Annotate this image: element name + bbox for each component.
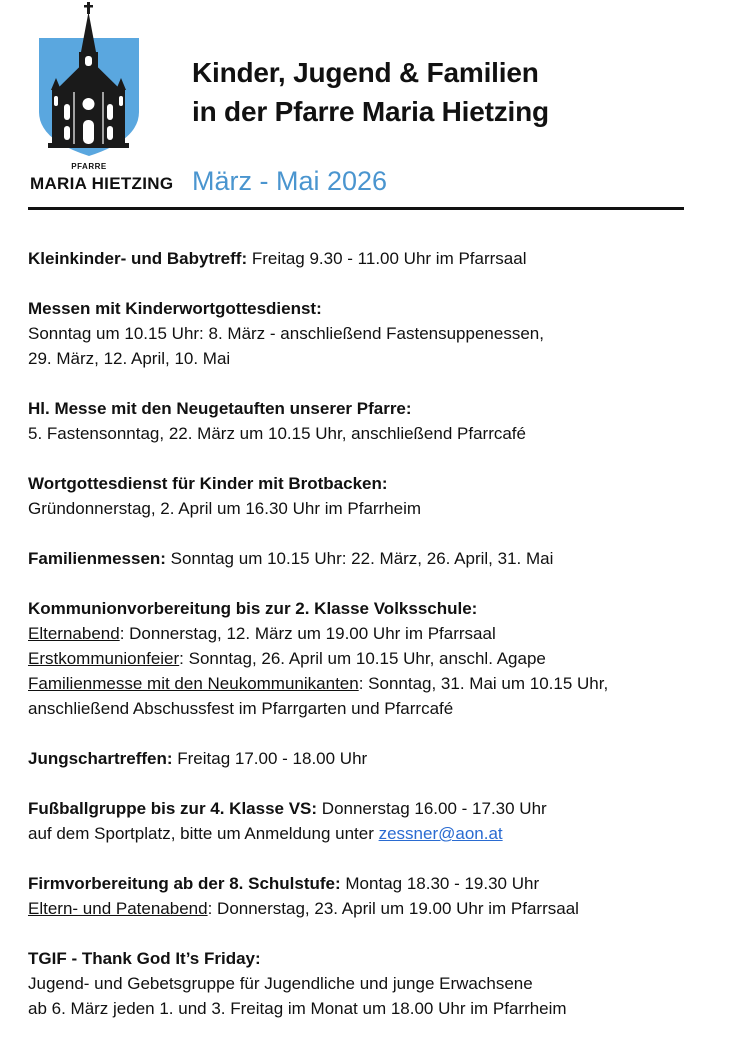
section-text: Montag 18.30 - 19.30 Uhr — [340, 874, 540, 893]
section-text: Freitag 9.30 - 11.00 Uhr im Pfarrsaal — [247, 249, 527, 268]
section-text: Sonntag um 10.15 Uhr: 8. März - anschließend Fastensuppenessen, — [28, 324, 544, 343]
email-link[interactable]: zessner@aon.at — [378, 824, 503, 843]
header-divider — [28, 207, 684, 210]
schedule-content — [28, 246, 708, 1046]
section-text: auf dem Sportplatz, bitte um Anmeldung unter — [28, 824, 379, 843]
section-label: Kommunionvorbereitung bis zur 2. Klasse Volksschule: — [28, 599, 478, 618]
section-text: Jugend- und Gebetsgruppe für Jugendliche und junge Erwachsene — [28, 974, 533, 993]
title-line-2: in der Pfarre Maria Hietzing — [192, 96, 549, 127]
erstkommunionfeier-link: Erstkommunionfeier — [28, 649, 180, 668]
section-text: Gründonnerstag, 2. April um 16.30 Uhr im Pfarrheim — [28, 499, 422, 518]
section-text: Donnerstag 16.00 - 17.30 Uhr — [317, 799, 547, 818]
section-fussballgruppe — [28, 796, 708, 846]
section-text: Freitag 17.00 - 18.00 Uhr — [172, 749, 368, 768]
section-neugetaufte — [28, 396, 708, 446]
section-babytreff — [28, 246, 708, 271]
section-label: Hl. Messe mit den Neugetauften unserer Pfarre: — [28, 399, 412, 418]
section-text: : Donnerstag, 12. März um 19.00 Uhr im Pfarrsaal — [119, 624, 496, 643]
section-label: Kleinkinder- und Babytreff: — [28, 249, 248, 268]
parish-logo — [30, 0, 174, 200]
familienmesse-neukommunikanten-link: Familienmesse mit den Neukommunikanten — [28, 674, 359, 693]
church-shield-icon — [30, 0, 148, 160]
section-kinderwortgottesdienst — [28, 296, 708, 371]
section-text: ab 6. März jeden 1. und 3. Freitag im Monat um 18.00 Uhr im Pfarrheim — [28, 999, 567, 1018]
section-label: Familienmessen: — [28, 549, 166, 568]
section-text: : Sonntag, 31. Mai um 10.15 Uhr, — [358, 674, 609, 693]
section-label: TGIF - Thank God It’s Friday: — [28, 949, 261, 968]
logo-small-text: PFARRE — [71, 162, 107, 171]
section-text: : Donnerstag, 23. April um 19.00 Uhr im Pfarrsaal — [207, 899, 579, 918]
section-label: Messen mit Kinderwortgottesdienst: — [28, 299, 322, 318]
section-label: Wortgottesdienst für Kinder mit Brotbacken: — [28, 474, 388, 493]
section-jungschar — [28, 746, 708, 771]
page-title — [192, 53, 549, 131]
section-text: 5. Fastensonntag, 22. März um 10.15 Uhr, anschließend Pfarrcafé — [28, 424, 526, 443]
section-label: Jungschartreffen: — [28, 749, 173, 768]
section-kommunion — [28, 596, 708, 721]
eltern-patenabend-link: Eltern- und Patenabend — [28, 899, 208, 918]
section-label: Firmvorbereitung ab der 8. Schulstufe: — [28, 874, 341, 893]
section-text: 29. März, 12. April, 10. Mai — [28, 349, 231, 368]
section-text: : Sonntag, 26. April um 10.15 Uhr, anschl. Agape — [179, 649, 546, 668]
section-firmvorbereitung — [28, 871, 708, 921]
section-brotbacken — [28, 471, 708, 521]
section-label: Fußballgruppe bis zur 4. Klasse VS: — [28, 799, 318, 818]
section-tgif — [28, 946, 708, 1021]
logo-big-text: MARIA HIETZING — [30, 174, 174, 193]
section-text: Sonntag um 10.15 Uhr: 22. März, 26. April, 31. Mai — [165, 549, 554, 568]
section-familienmessen — [28, 546, 708, 571]
title-line-1: Kinder, Jugend & Familien — [192, 57, 539, 88]
section-text: anschließend Abschussfest im Pfarrgarten und Pfarrcafé — [28, 699, 454, 718]
elternabend-link: Elternabend — [28, 624, 120, 643]
date-range-subtitle: März - Mai 2026 — [192, 166, 388, 196]
